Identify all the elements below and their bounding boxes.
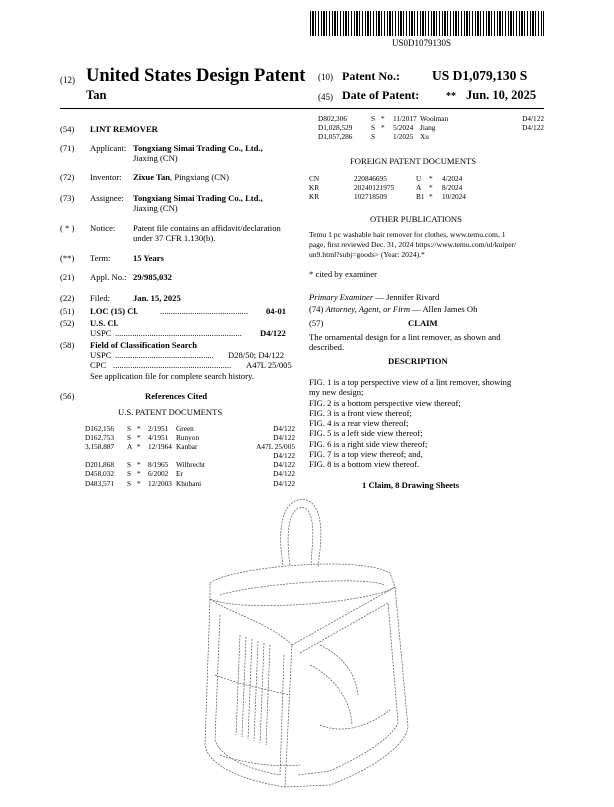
assignee-name: Tongxiang Simai Trading Co., Ltd., xyxy=(133,193,263,203)
inventor-name: Zixue Tan xyxy=(133,172,171,182)
header-inventor-surname: Tan xyxy=(86,88,107,102)
other-publications-label: OTHER PUBLICATIONS xyxy=(370,214,462,224)
primary-examiner-line xyxy=(309,292,439,302)
refs-label: References Cited xyxy=(145,391,208,401)
ref-class: D4/122 xyxy=(273,469,295,479)
term-num: (**) xyxy=(60,253,75,263)
patent-type-title: United States Design Patent xyxy=(86,66,306,86)
notice-label: Notice: xyxy=(90,223,116,233)
notice-line-1: Patent file contains an affidavit/declaration xyxy=(133,223,281,233)
foreign-kind: A xyxy=(416,183,422,193)
ref-number: D162,753 xyxy=(85,433,114,443)
figure-description: FIG. 7 is a top view thereof; and, xyxy=(309,449,423,460)
attorney-line xyxy=(309,304,477,314)
ref-date: 2/1951 xyxy=(148,424,169,433)
appl-number: 29/985,032 xyxy=(133,272,172,282)
patent-type-number: (12) xyxy=(60,75,75,85)
ref-number: D162,156 xyxy=(85,424,114,433)
examiner-name: — Jennifer Rivard xyxy=(373,292,440,302)
ref-number: D1,028,529 xyxy=(318,123,353,133)
field-num: (58) xyxy=(60,340,75,350)
foreign-country: KR xyxy=(309,183,320,193)
claim-num: (57) xyxy=(309,318,324,328)
ref-class: D4/122 xyxy=(522,123,544,133)
foreign-country: CN xyxy=(309,174,320,183)
filed-date: Jan. 15, 2025 xyxy=(133,293,181,303)
refs-num: (56) xyxy=(60,391,75,401)
date-label: Date of Patent: xyxy=(342,88,420,102)
inventor-line xyxy=(133,172,229,182)
figure-description: my new design; xyxy=(309,387,364,398)
field-uspc-label: USPC xyxy=(90,350,112,360)
field-cpc-dots: ....................................................... xyxy=(113,360,232,370)
patent-no-number: (10) xyxy=(318,72,333,82)
ref-class: D4/122 xyxy=(273,478,295,488)
applicant-location: Jiaxing (CN) xyxy=(133,153,178,163)
uspc-value: D4/122 xyxy=(260,328,286,338)
ref-class: A47L 25/005 xyxy=(256,442,295,452)
filed-label: Filed: xyxy=(90,293,111,303)
loc-dots: ......................................... xyxy=(160,306,249,316)
us-references-cont-list xyxy=(318,115,548,142)
foreign-number: 102718509 xyxy=(354,192,387,202)
patent-number: US D1,079,130 S xyxy=(432,68,528,83)
notice-line-2: under 37 CFR 1.130(b). xyxy=(133,233,216,243)
barcode xyxy=(310,11,544,36)
figure-description: FIG. 1 is a top perspective view of a lint remover, showing xyxy=(309,377,512,387)
ref-number: D483,571 xyxy=(85,478,114,488)
field-cpc-label: CPC xyxy=(90,360,107,370)
foreign-kind: B1 xyxy=(416,192,425,202)
foreign-number: 220846695 xyxy=(354,174,387,183)
claims-sheets: 1 Claim, 8 Drawing Sheets xyxy=(362,480,460,490)
foreign-country: KR xyxy=(309,192,320,202)
patent-no-label: Patent No.: xyxy=(342,69,400,83)
us-reference-row xyxy=(318,124,548,133)
foreign-references-list xyxy=(309,175,539,202)
appl-label: Appl. No.: xyxy=(90,272,127,282)
ref-number: D802,306 xyxy=(318,114,347,123)
ref-star: * xyxy=(137,460,141,470)
filed-num: (22) xyxy=(60,293,75,303)
ref-date: 1/2025 xyxy=(393,132,414,142)
ref-star: * xyxy=(137,469,141,479)
ref-kind: A xyxy=(127,442,133,452)
uscl-num: (52) xyxy=(60,318,75,328)
term-label: Term: xyxy=(90,253,111,263)
other-publication-line-3: un9.html?subj=goods> (Year: 2024).* xyxy=(309,250,425,259)
ref-date: 12/2003 xyxy=(148,478,172,488)
ref-name: Kanbar xyxy=(176,442,198,452)
figure-description: FIG. 8 is a bottom view thereof. xyxy=(309,459,420,470)
ref-date: 8/1965 xyxy=(148,460,169,470)
ref-star: * xyxy=(137,478,141,488)
field-uspc-dots: .............................................. xyxy=(115,350,214,360)
design-title: LINT REMOVER xyxy=(90,124,158,134)
figure-description: FIG. 5 is a left side view thereof; xyxy=(309,428,423,439)
uspc-label: USPC xyxy=(90,328,112,338)
assignee-location: Jiaxing (CN) xyxy=(133,203,178,213)
field-uspc-value: D28/50; D4/122 xyxy=(228,350,285,360)
inventor-label: Inventor: xyxy=(90,172,122,182)
us-docs-label: U.S. PATENT DOCUMENTS xyxy=(118,407,223,417)
ref-class: D4/122 xyxy=(273,451,295,461)
appl-num: (21) xyxy=(60,272,75,282)
uspc-dots: ........................................................... xyxy=(115,328,242,338)
figure-description-list xyxy=(309,377,511,470)
patent-date: Jun. 10, 2025 xyxy=(466,88,537,102)
loc-label: LOC (15) Cl. xyxy=(90,306,138,316)
foreign-star: * xyxy=(429,174,433,183)
loc-value: 04-01 xyxy=(266,306,287,316)
inventor-location: , Pingxiang (CN) xyxy=(170,172,229,182)
us-references-list xyxy=(85,425,295,489)
uscl-label: U.S. Cl. xyxy=(90,318,119,328)
ref-date: 12/1964 xyxy=(148,442,172,452)
examiner-label: Primary Examiner xyxy=(309,292,374,302)
ref-name: Khubani xyxy=(176,478,202,488)
foreign-star: * xyxy=(429,192,433,202)
us-reference-row xyxy=(85,461,295,470)
foreign-references-table xyxy=(309,175,539,202)
header-rule xyxy=(60,108,544,109)
us-reference-row xyxy=(85,443,295,452)
title-num: (54) xyxy=(60,124,75,134)
claim-line-1: The ornamental design for a lint remover, as shown and xyxy=(309,332,501,342)
figure-description: FIG. 6 is a right side view thereof; xyxy=(309,438,428,449)
claim-label: CLAIM xyxy=(408,318,438,328)
ref-star: * xyxy=(137,442,141,452)
foreign-number: 20240121975 xyxy=(354,183,395,193)
foreign-date: 4/2024 xyxy=(442,174,463,183)
barcode-number: US0D1079130S xyxy=(392,38,452,48)
us-references-cont-table xyxy=(318,115,548,142)
ref-kind: S xyxy=(127,424,132,433)
ref-name: Wilbrecht xyxy=(176,460,205,470)
lint-remover-drawing xyxy=(180,495,430,800)
ref-number: D1,057,286 xyxy=(318,132,353,142)
us-reference-row xyxy=(318,133,548,142)
ref-date: 5/2024 xyxy=(393,123,414,133)
cited-by-examiner: * cited by examiner xyxy=(309,269,378,279)
inventor-num: (72) xyxy=(60,172,75,182)
ref-date: 4/1951 xyxy=(148,433,169,443)
ref-kind: S xyxy=(371,123,376,133)
ref-date: 6/2002 xyxy=(148,469,169,479)
us-reference-row xyxy=(85,480,295,489)
ref-class: D4/122 xyxy=(273,424,295,433)
attorney-name: — Allen James Oh xyxy=(410,304,478,314)
foreign-star: * xyxy=(429,183,433,193)
ref-star: * xyxy=(137,433,141,443)
ref-star: * xyxy=(381,123,385,133)
field-label: Field of Classification Search xyxy=(90,340,198,350)
figure-description: FIG. 3 is a front view thereof; xyxy=(309,407,412,418)
ref-kind: S xyxy=(371,132,376,142)
description-label: DESCRIPTION xyxy=(388,356,448,366)
ref-name: Green xyxy=(176,424,194,433)
ref-star: * xyxy=(137,424,141,433)
other-publication-line-2: page, first reviewed Dec. 31, 2024 https://www.temu.com/ul/kuiper/ xyxy=(309,240,517,249)
ref-date: 11/2017 xyxy=(393,114,417,123)
foreign-docs-label: FOREIGN PATENT DOCUMENTS xyxy=(350,156,477,166)
figure-description: FIG. 2 is a bottom perspective view thereof; xyxy=(309,397,461,408)
date-number: (45) xyxy=(318,92,333,102)
ref-name: Woolman xyxy=(420,114,449,123)
ref-number: D458,032 xyxy=(85,469,114,479)
assignee-num: (73) xyxy=(60,193,75,203)
foreign-reference-row xyxy=(309,193,539,202)
applicant-label: Applicant: xyxy=(90,143,127,153)
attorney-label: Attorney, Agent, or Firm xyxy=(325,304,411,314)
ref-name: Er xyxy=(176,469,183,479)
ref-kind: S xyxy=(127,433,132,443)
figure-descriptions xyxy=(309,377,511,470)
field-note: See application file for complete search history. xyxy=(90,371,254,381)
ref-kind: S xyxy=(371,114,376,123)
ref-class: D4/122 xyxy=(273,433,295,443)
ref-star: * xyxy=(381,114,385,123)
foreign-date: 10/2024 xyxy=(442,192,466,202)
date-stars: ** xyxy=(446,91,456,102)
term-value: 15 Years xyxy=(133,253,164,263)
figure-description: FIG. 4 is a rear view thereof; xyxy=(309,418,409,429)
attorney-num: (74) xyxy=(309,304,324,314)
field-cpc-value: A47L 25/005 xyxy=(246,360,292,370)
claim-line-2: described. xyxy=(309,342,345,352)
ref-kind: S xyxy=(127,469,132,479)
notice-num: ( * ) xyxy=(60,223,75,233)
foreign-date: 8/2024 xyxy=(442,183,463,193)
other-publication-line-1: Temu 1 pc washable hair remover for clothes, www.temu.com, 1 xyxy=(309,230,506,239)
foreign-reference-row xyxy=(309,175,539,184)
us-references-table xyxy=(85,425,295,489)
loc-num: (51) xyxy=(60,306,75,316)
applicant-name: Tongxiang Simai Trading Co., Ltd., xyxy=(133,143,263,153)
ref-number: 3,158,887 xyxy=(85,442,115,452)
ref-name: Jiang xyxy=(420,123,436,133)
ref-kind: S xyxy=(127,460,132,470)
foreign-kind: U xyxy=(416,174,422,183)
ref-name: Xu xyxy=(420,132,429,142)
ref-class: D4/122 xyxy=(273,460,295,470)
applicant-num: (71) xyxy=(60,143,75,153)
ref-number: D201,868 xyxy=(85,460,114,470)
ref-kind: S xyxy=(127,478,132,488)
ref-name: Runyon xyxy=(176,433,200,443)
assignee-label: Assignee: xyxy=(90,193,124,203)
ref-class: D4/122 xyxy=(522,114,544,123)
